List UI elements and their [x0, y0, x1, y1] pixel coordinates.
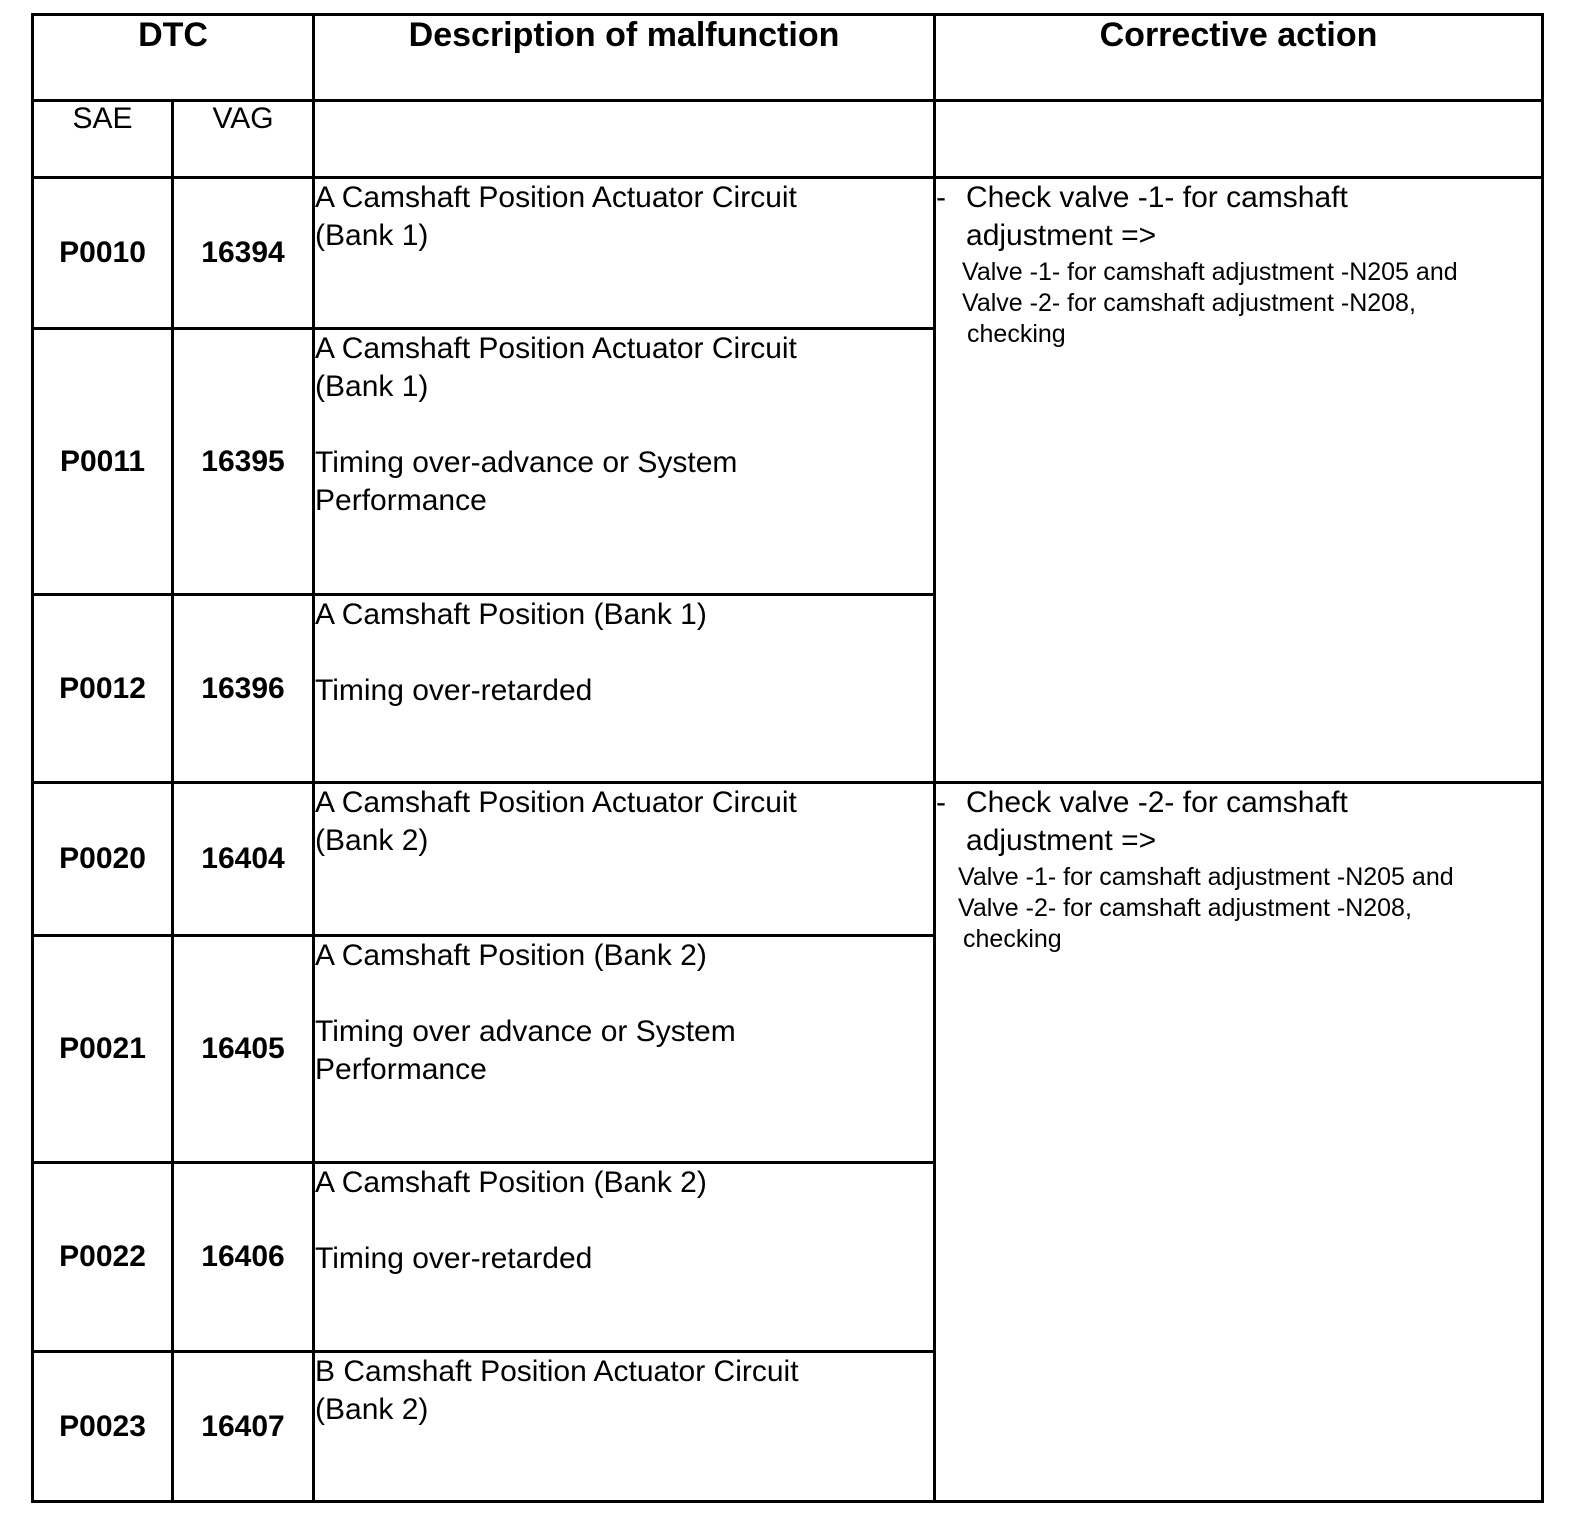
vag-code: 16405 [173, 936, 314, 1163]
sae-code: P0010 [33, 178, 173, 329]
sae-code: P0011 [33, 329, 173, 595]
action-subheader-empty [935, 101, 1543, 178]
description-line: A Camshaft Position Actuator Circuit (Bank 1) [315, 332, 797, 403]
reference-line: checking [963, 925, 1062, 953]
reference-line: Valve -1- for camshaft adjustment -N205 and [958, 863, 1454, 891]
reference-line: Valve -2- for camshaft adjustment -N208, [958, 894, 1412, 922]
action-link[interactable]: Check valve -2- for camshaft adjustment => [966, 786, 1348, 857]
sae-code: P0023 [33, 1352, 173, 1502]
description-subheader-empty [314, 101, 935, 178]
vag-code: 16395 [173, 329, 314, 595]
sae-code: P0021 [33, 936, 173, 1163]
corrective-action-cell [935, 783, 1543, 1502]
sae-code: P0012 [33, 595, 173, 783]
reference-line: Valve -2- for camshaft adjustment -N208, [962, 289, 1416, 317]
description-line: A Camshaft Position Actuator Circuit (Bank 2) [315, 786, 797, 857]
table-row [33, 783, 1543, 936]
description-line: Timing over-retarded [315, 674, 593, 707]
dtc-table [31, 13, 1544, 1503]
sae-code: P0022 [33, 1163, 173, 1352]
malfunction-description [314, 1352, 935, 1502]
header-row [33, 15, 1543, 101]
action-reference [958, 862, 1541, 955]
description-line: A Camshaft Position (Bank 2) [315, 1166, 707, 1199]
vag-code: 16394 [173, 178, 314, 329]
dtc-header: DTC [33, 15, 314, 101]
vag-code: 16407 [173, 1352, 314, 1502]
subheader-row [33, 101, 1543, 178]
description-line: Timing over-advance or System Performance [315, 446, 738, 517]
malfunction-description [314, 1163, 935, 1352]
corrective-action-cell [935, 178, 1543, 783]
action-step [936, 784, 1541, 860]
description-line: A Camshaft Position Actuator Circuit (Bank 1) [315, 181, 797, 252]
bullet-dash: - [936, 181, 947, 214]
bullet-dash: - [936, 786, 947, 819]
vag-code: 16396 [173, 595, 314, 783]
malfunction-description [314, 329, 935, 595]
vag-code: 16406 [173, 1163, 314, 1352]
malfunction-description [314, 178, 935, 329]
reference-line: checking [967, 320, 1066, 348]
description-line: Timing over-retarded [315, 1242, 593, 1275]
description-line: A Camshaft Position (Bank 2) [315, 939, 707, 972]
vag-header: VAG [173, 101, 314, 178]
vag-code: 16404 [173, 783, 314, 936]
sae-code: P0020 [33, 783, 173, 936]
malfunction-description [314, 783, 935, 936]
action-reference [962, 257, 1541, 350]
sae-header: SAE [33, 101, 173, 178]
table-row [33, 178, 1543, 329]
description-line: B Camshaft Position Actuator Circuit (Bank 2) [315, 1355, 799, 1426]
description-line: Timing over advance or System Performance [315, 1015, 736, 1086]
malfunction-description [314, 936, 935, 1163]
action-step [936, 179, 1541, 255]
action-link[interactable]: Check valve -1- for camshaft adjustment => [966, 181, 1348, 252]
description-line: A Camshaft Position (Bank 1) [315, 598, 707, 631]
reference-line: Valve -1- for camshaft adjustment -N205 and [962, 258, 1458, 286]
description-header: Description of malfunction [314, 15, 935, 101]
corrective-action-header: Corrective action [935, 15, 1543, 101]
malfunction-description [314, 595, 935, 783]
